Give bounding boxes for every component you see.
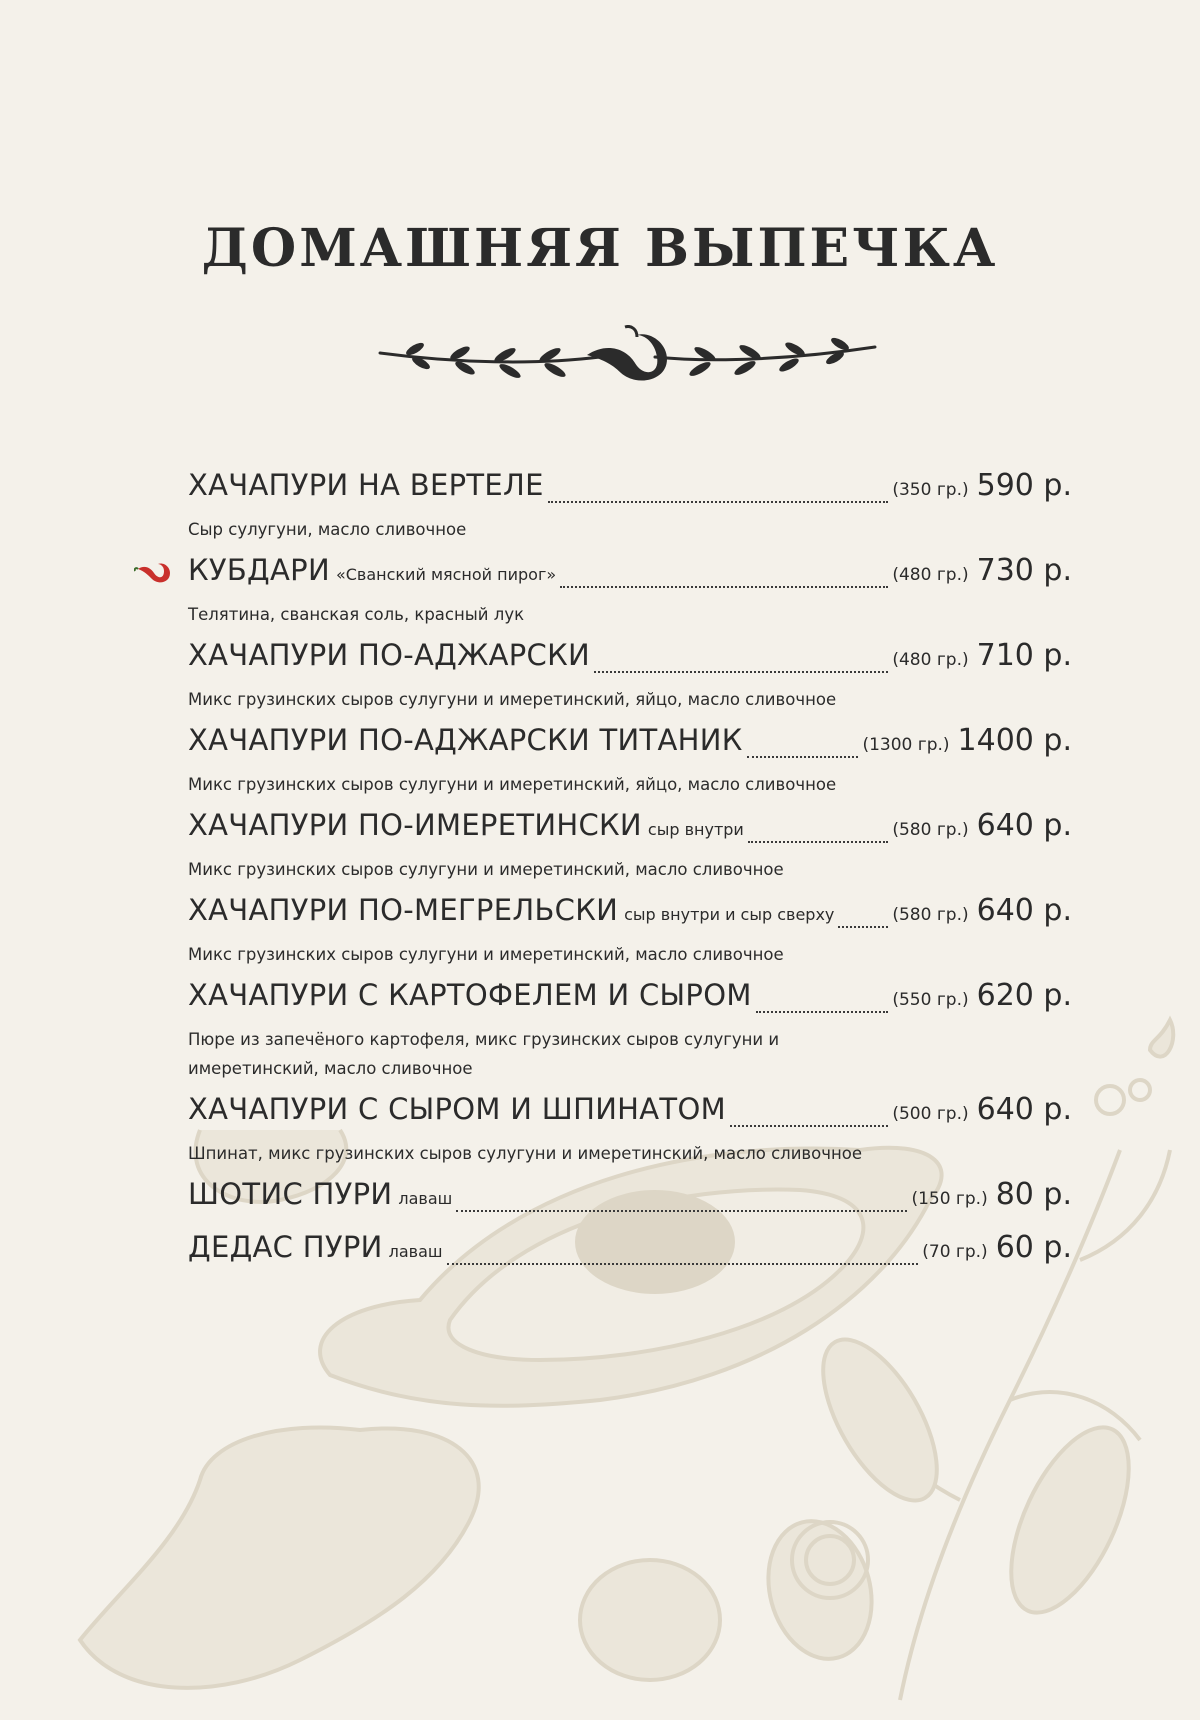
dot-leader	[456, 1209, 907, 1212]
menu-item-name: ШОТИС ПУРИ	[188, 1177, 393, 1211]
menu-item-weight: (70 гр.)	[922, 1242, 988, 1262]
menu-item-note: лаваш	[388, 1242, 443, 1261]
menu-item	[188, 638, 1072, 714]
page-title: ДОМАШНЯЯ ВЫПЕЧКА	[201, 218, 999, 279]
menu-item-price: 80 р.	[995, 1177, 1072, 1212]
chili-branch-divider-icon	[375, 325, 880, 395]
menu-item-line	[188, 893, 1072, 939]
menu-item-weight: (580 гр.)	[892, 820, 969, 840]
menu-item-line	[188, 723, 1072, 769]
dot-leader	[747, 755, 859, 758]
menu-item-weight: (580 гр.)	[892, 905, 969, 925]
menu-item	[188, 468, 1072, 544]
menu-item	[188, 978, 1072, 1083]
menu-item-note: «Сванский мясной пирог»	[335, 565, 557, 584]
menu-item	[188, 1092, 1072, 1168]
menu-item-description: Микс грузинских сыров сулугуни и имеретинский, масло сливочное	[188, 860, 784, 879]
menu-item-note: сыр внутри и сыр сверху	[624, 905, 835, 924]
menu-item-description: Микс грузинских сыров сулугуни и имеретинский, яйцо, масло сливочное	[188, 690, 837, 709]
dot-leader	[838, 925, 888, 928]
menu-item-name: ХАЧАПУРИ НА ВЕРТЕЛЕ	[188, 468, 544, 502]
menu-item-name: ХАЧАПУРИ ПО-АДЖАРСКИ ТИТАНИК	[188, 723, 743, 757]
dot-leader	[594, 670, 888, 673]
menu-item-description: Микс грузинских сыров сулугуни и имеретинский, яйцо, масло сливочное	[188, 775, 837, 794]
dot-leader	[447, 1262, 919, 1265]
menu-item-line	[188, 468, 1072, 514]
menu-item-line	[188, 808, 1072, 854]
menu-item-price: 640 р.	[976, 808, 1072, 843]
menu-item-line	[188, 978, 1072, 1024]
menu-item-line	[188, 638, 1072, 684]
menu-item	[188, 893, 1072, 969]
menu-item-weight: (550 гр.)	[892, 990, 969, 1010]
menu-item-name: ХАЧАПУРИ ПО-АДЖАРСКИ	[188, 638, 590, 672]
menu-item-weight: (150 гр.)	[911, 1189, 988, 1209]
menu-item-description: Микс грузинских сыров сулугуни и имеретинский, масло сливочное	[188, 945, 784, 964]
menu-item-name: КУБДАРИ	[188, 553, 330, 587]
dot-leader	[560, 585, 888, 588]
menu-item-line	[188, 553, 1072, 599]
menu-item-line	[188, 1177, 1072, 1223]
dot-leader	[756, 1010, 889, 1013]
dot-leader	[548, 500, 889, 503]
chili-pepper-icon	[134, 561, 174, 587]
menu-list	[188, 468, 1072, 1283]
menu-item-weight: (350 гр.)	[892, 480, 969, 500]
menu-item-price: 730 р.	[976, 553, 1072, 588]
menu-item-note: сыр внутри	[647, 820, 744, 839]
menu-item-price: 710 р.	[976, 638, 1072, 673]
menu-item-price: 590 р.	[976, 468, 1072, 503]
menu-item-line	[188, 1092, 1072, 1138]
menu-item	[188, 553, 1072, 629]
menu-item-line	[188, 1230, 1072, 1276]
menu-item-description: Сыр сулугуни, масло сливочное	[188, 520, 467, 539]
menu-item	[188, 1230, 1072, 1276]
dot-leader	[730, 1124, 888, 1127]
menu-item-description: Шпинат, микс грузинских сыров сулугуни и имеретинский, масло сливочное	[188, 1144, 863, 1163]
menu-item	[188, 808, 1072, 884]
menu-item-weight: (480 гр.)	[892, 650, 969, 670]
menu-item-description: Телятина, сванская соль, красный лук	[188, 605, 525, 624]
menu-item-note: лаваш	[398, 1189, 453, 1208]
menu-item-price: 640 р.	[976, 893, 1072, 928]
menu-item	[188, 723, 1072, 799]
menu-item-name: ХАЧАПУРИ ПО-МЕГРЕЛЬСКИ	[188, 893, 619, 927]
menu-item-weight: (480 гр.)	[892, 565, 969, 585]
menu-item	[188, 1177, 1072, 1223]
menu-item-price: 1400 р.	[957, 723, 1072, 758]
menu-item-description: Пюре из запечёного картофеля, микс грузинских сыров сулугуни и имеретинский, масло сливочное	[188, 1030, 780, 1078]
menu-item-price: 640 р.	[976, 1092, 1072, 1127]
menu-item-name: ХАЧАПУРИ ПО-ИМЕРЕТИНСКИ	[188, 808, 642, 842]
dot-leader	[748, 840, 889, 843]
menu-item-weight: (500 гр.)	[892, 1104, 969, 1124]
menu-item-name: ХАЧАПУРИ С КАРТОФЕЛЕМ И СЫРОМ	[188, 978, 752, 1012]
menu-item-name: ДЕДАС ПУРИ	[188, 1230, 383, 1264]
menu-item-name: ХАЧАПУРИ С СЫРОМ И ШПИНАТОМ	[188, 1092, 726, 1126]
menu-item-price: 60 р.	[995, 1230, 1072, 1265]
menu-item-weight: (1300 гр.)	[862, 735, 950, 755]
menu-item-price: 620 р.	[976, 978, 1072, 1013]
